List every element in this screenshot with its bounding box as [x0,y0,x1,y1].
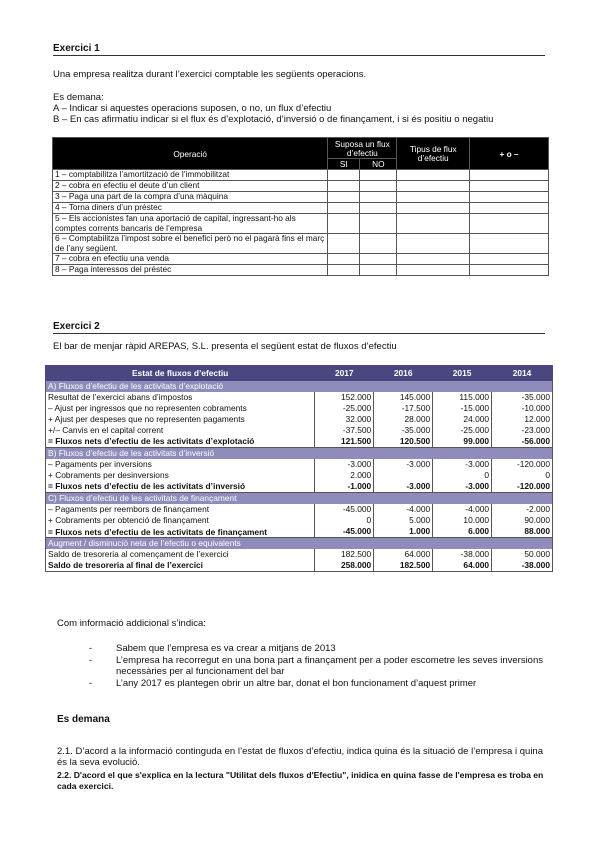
no-cell[interactable] [360,234,397,254]
value-cell: -35.000 [492,392,553,403]
table-row [46,470,553,481]
row-label: + Cobraments per desinversions [46,470,315,481]
table-row [46,549,553,560]
sign-cell[interactable] [470,192,549,203]
tipus-cell[interactable] [397,265,470,276]
tipus-cell[interactable] [397,214,470,234]
value-cell: 145.000 [374,392,433,403]
additional-info-intro: Com informació addicional s’indica: [57,618,206,629]
table-row [53,203,549,214]
col-operation-header: Operació [53,138,328,170]
si-cell[interactable] [328,203,360,214]
tipus-cell[interactable] [397,170,470,181]
section-label: Augment / disminució neta de l’efectiu o equivalents [46,538,553,550]
cash-flow-table [45,365,553,572]
tipus-cell[interactable] [397,254,470,265]
title-divider [53,55,545,56]
header-cell-year: 2017 [315,366,374,381]
value-cell: -37.500 [315,425,374,436]
row-label: – Pagaments per inversions [46,459,315,470]
sign-cell[interactable] [470,170,549,181]
table-row [53,234,549,254]
value-cell: -4.000 [374,504,433,515]
value-cell: 120.500 [374,436,433,448]
value-cell: 50.000 [492,549,553,560]
sign-cell[interactable] [470,265,549,276]
total-row [46,436,553,448]
list-item: - Sabem que l’empresa es va crear a mitjans de 2013 [89,643,543,654]
si-cell[interactable] [328,170,360,181]
value-cell: -3.000 [433,459,492,470]
col-sign-header: + o – [470,138,549,170]
table-row [53,214,549,234]
value-cell: 2.000 [315,470,374,481]
table-row [46,392,553,403]
table-row [46,560,553,572]
section-row [46,381,553,393]
value-cell: -45.000 [315,526,374,538]
si-cell[interactable] [328,192,360,203]
col-no-header: NO [360,159,397,170]
value-cell: 32.000 [315,414,374,425]
value-cell: -56.000 [492,436,553,448]
operation-cell: 2 – cobra en efectiu el deute d’un client [53,181,328,192]
exercise-1-ask-b: B – En cas afirmatiu indicar si el flux és d’explotació, d’inversió o de finançament, i si és positiu o negatiu [53,114,494,125]
value-cell: 0 [433,470,492,481]
row-label: + Ajust per despeses que no representen pagaments [46,414,315,425]
value-cell: -17.500 [374,403,433,414]
value-cell: -25.000 [433,425,492,436]
si-cell[interactable] [328,234,360,254]
table-row [46,403,553,414]
si-cell[interactable] [328,254,360,265]
si-cell[interactable] [328,181,360,192]
value-cell: 12.000 [492,414,553,425]
row-label: = Fluxos nets d’efectiu de les activitats d’inversió [46,481,315,493]
section-row [46,493,553,505]
value-cell: -2.000 [492,504,553,515]
sign-cell[interactable] [470,181,549,192]
exercise-1-ask: Es demana: [53,92,104,103]
operation-cell: 6 – Comptabilitza l’impost sobre el benefici però no el pagarà fins el març de l’any següent. [53,234,328,254]
exercise-1-intro: Una empresa realitza durant l’exercici comptable les següents operacions. [53,69,367,80]
si-cell[interactable] [328,265,360,276]
value-cell: -35.000 [374,425,433,436]
value-cell: -38.000 [492,560,553,572]
tipus-cell[interactable] [397,181,470,192]
operation-cell: 4 – Torna diners d’un préstec [53,203,328,214]
value-cell [374,470,433,481]
row-label: Saldo de tresoreria al començament de l’exercici [46,549,315,560]
value-cell: -3.000 [374,481,433,493]
value-cell: -38.000 [433,549,492,560]
value-cell: 24.000 [433,414,492,425]
header-cell-year: 2015 [433,366,492,381]
operation-cell: 8 – Paga interessos del préstec [53,265,328,276]
value-cell: -3.000 [374,459,433,470]
value-cell: 1.000 [374,526,433,538]
list-item: - L’empresa ha recorregut en una bona part a finançament per a poder escometre les seves inversions necessàries per al funcionament del bar [89,655,543,677]
value-cell: -1.000 [315,481,374,493]
table-row [46,504,553,515]
value-cell: 5.000 [374,515,433,526]
value-cell: 10.000 [433,515,492,526]
row-label: – Pagaments per reembors de finançament [46,504,315,515]
value-cell: 182.500 [315,549,374,560]
si-cell[interactable] [328,214,360,234]
table-row [46,414,553,425]
row-label: +/– Canvis en el capital corrent [46,425,315,436]
value-cell: 6.000 [433,526,492,538]
value-cell: -3.000 [315,459,374,470]
section-label: C) Fluxos d’efectiu de les activitats de finançament [46,493,553,505]
sign-cell[interactable] [470,203,549,214]
operation-cell: 5 – Els accionistes fan una aportació de capital, ingressant-ho als comptes corrents bancaris de l’empresa [53,214,328,234]
table-header-row [46,366,553,381]
question-2-2: 2.2. D'acord el que s'explica en la lectura "Utilitat dels fluxos d'Efectiu", inidica en quina fasse de l'empresa es troba en cada exercici. [57,770,544,791]
value-cell: -120.000 [492,459,553,470]
tipus-cell[interactable] [397,234,470,254]
value-cell: 115.000 [433,392,492,403]
table-row [46,459,553,470]
title-divider [53,333,545,334]
value-cell: 0 [315,515,374,526]
no-cell[interactable] [360,170,397,181]
value-cell: -10.000 [492,403,553,414]
header-cell-year: 2016 [374,366,433,381]
operation-cell: 1 – comptabilitza l’amortització de l’immobilitzat [53,170,328,181]
info-list [89,643,543,690]
section-label: A) Fluxos d’efectiu de les activitats d’explotació [46,381,553,393]
value-cell: -4.000 [433,504,492,515]
section-label: B) Fluxos d’efectiu de les activitats d’inversió [46,448,553,460]
table-row [53,192,549,203]
row-label: Saldo de tresoreria al final de l’exercici [46,560,315,572]
no-cell[interactable] [360,254,397,265]
value-cell: 90.000 [492,515,553,526]
value-cell: -120.000 [492,481,553,493]
value-cell: -3.000 [433,481,492,493]
row-label: = Fluxos nets d’efectiu de les activitats de finançament [46,526,315,538]
tipus-cell[interactable] [397,192,470,203]
exercise-2-title: Exercici 2 [53,321,100,332]
header-cell-year: 2014 [492,366,553,381]
section-row [46,448,553,460]
col-si-header: SI [328,159,360,170]
table-row [46,425,553,436]
value-cell: 0 [492,470,553,481]
value-cell: 182.500 [374,560,433,572]
exercise-1-ask-a: A – Indicar si aquestes operacions suposen, o no, un flux d’efectiu [53,103,332,114]
tipus-cell[interactable] [397,203,470,214]
question-2-1: 2.1. D’acord a la informació continguda en l’estat de fluxos d’efectiu, indica quina és la situació de l’empresa i quina és la seva evolució. [57,746,543,768]
value-cell: 28.000 [374,414,433,425]
operations-table [52,137,549,276]
operation-cell: 3 – Paga una part de la compra d’una màquina [53,192,328,203]
table-row [53,181,549,192]
value-cell: 258.000 [315,560,374,572]
row-label: Resultat de l’exercici abans d’impostos [46,392,315,403]
col-suposa-header: Suposa un flux d’efectiu [328,138,397,159]
value-cell: -15.000 [433,403,492,414]
table-row [53,265,549,276]
exercise-1-title: Exercici 1 [53,43,100,54]
sign-cell[interactable] [470,234,549,254]
no-cell[interactable] [360,265,397,276]
no-cell[interactable] [360,181,397,192]
header-cell-label: Estat de fluxos d’efectiu [46,366,315,381]
table-row [53,170,549,181]
value-cell: 121.500 [315,436,374,448]
section-row [46,538,553,550]
table-row [46,515,553,526]
value-cell: -25.000 [315,403,374,414]
exercise-2-intro: El bar de menjar ràpid AREPAS, S.L. presenta el següent estat de fluxos d’efectiu [53,341,397,352]
ask-heading: Es demana [57,714,110,725]
value-cell: 152.000 [315,392,374,403]
sign-cell[interactable] [470,254,549,265]
value-cell: 64.000 [374,549,433,560]
value-cell: -23.000 [492,425,553,436]
value-cell: 88.000 [492,526,553,538]
row-label: + Cobraments per obtenció de finançament [46,515,315,526]
table-row [53,254,549,265]
total-row [46,481,553,493]
total-row [46,526,553,538]
no-cell[interactable] [360,192,397,203]
no-cell[interactable] [360,214,397,234]
list-item: - L’any 2017 es plantegen obrir un altre bar, donat el bon funcionament d’aquest primer [89,678,543,689]
no-cell[interactable] [360,203,397,214]
value-cell: 99.000 [433,436,492,448]
sign-cell[interactable] [470,214,549,234]
row-label: – Ajust per ingressos que no representen cobraments [46,403,315,414]
row-label: = Fluxos nets d’efectiu de les activitats d’explotació [46,436,315,448]
value-cell: 64.000 [433,560,492,572]
value-cell: -45.000 [315,504,374,515]
operation-cell: 7 – cobra en efectiu una venda [53,254,328,265]
col-tipus-header: Tipus de flux d’efectiu [397,138,470,170]
